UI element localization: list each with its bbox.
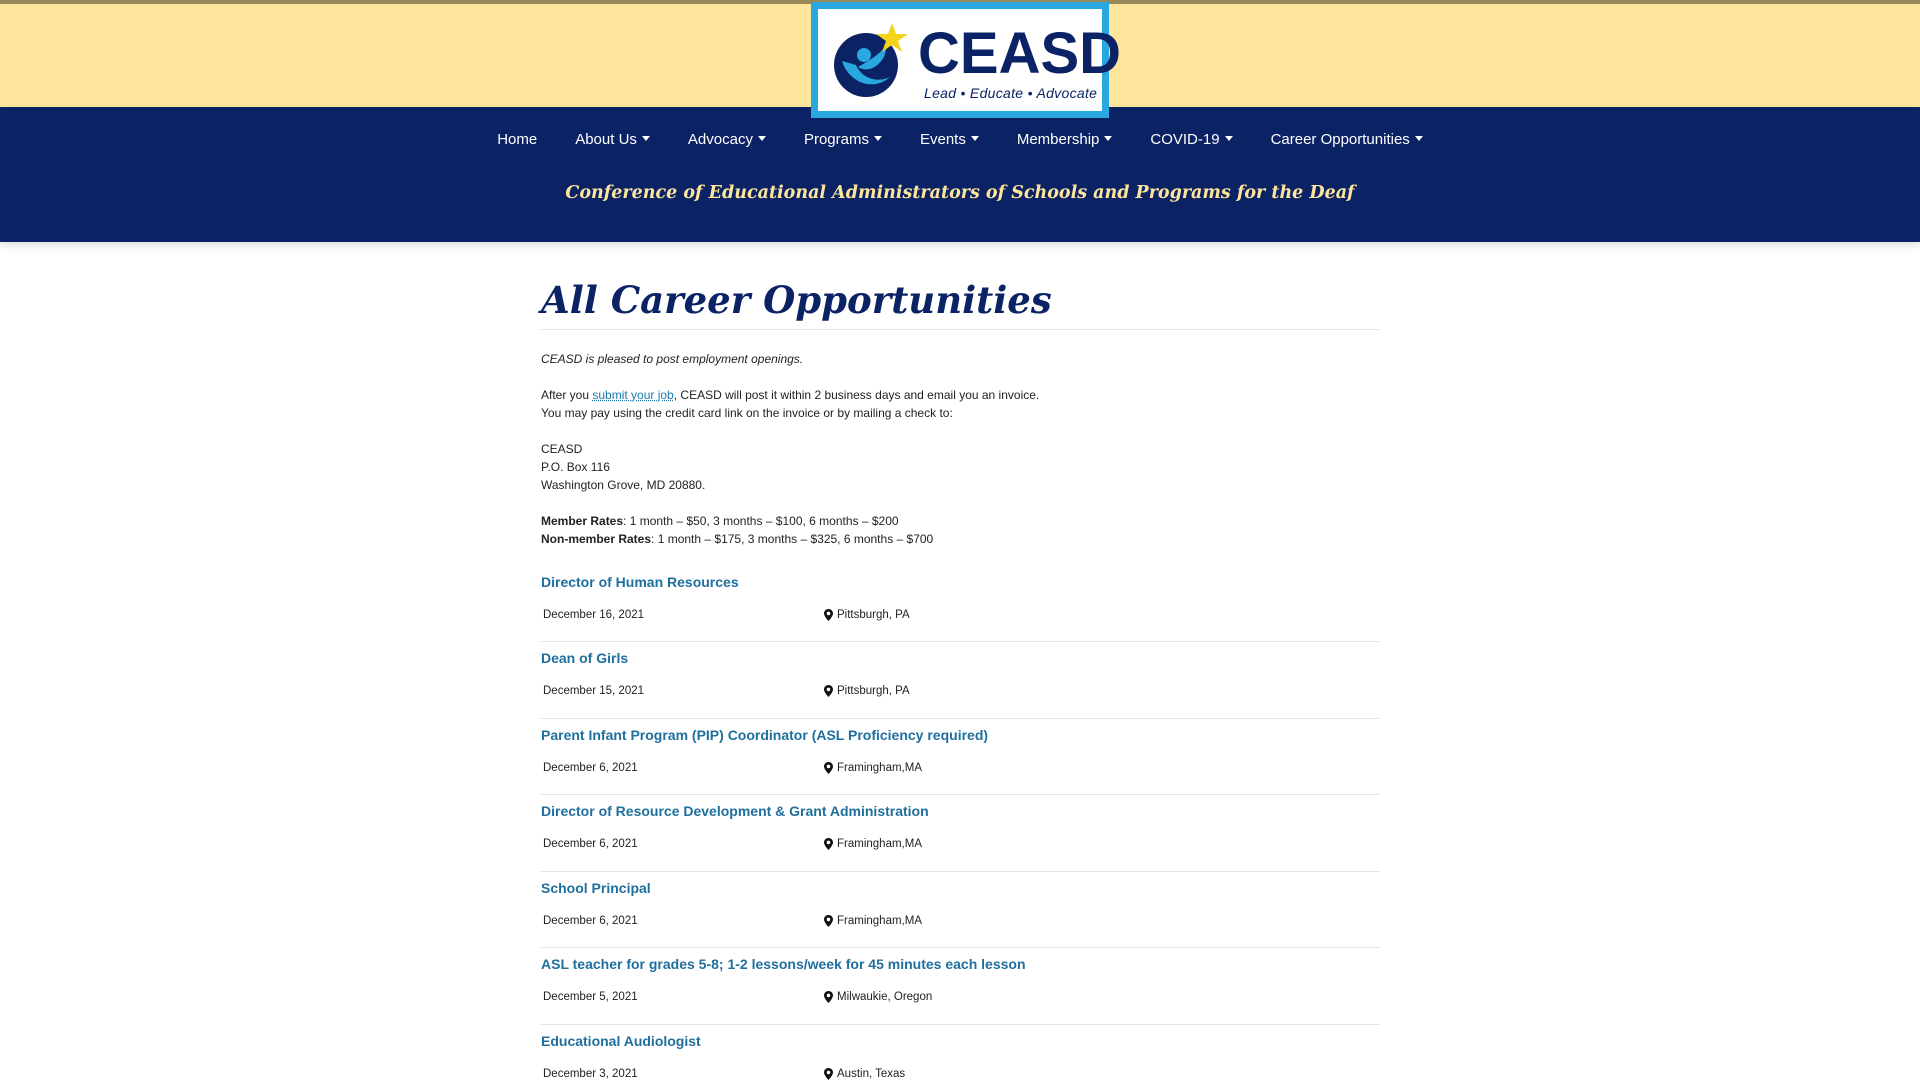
chevron-down-icon xyxy=(1225,136,1233,141)
logo-emblem-icon xyxy=(828,21,912,105)
chevron-down-icon xyxy=(642,136,650,141)
rates xyxy=(541,512,1380,548)
job-location-text: Austin, Texas xyxy=(837,1067,906,1080)
address-line: CEASD xyxy=(541,441,583,456)
job-title-link[interactable]: Director of Human Resources xyxy=(541,573,739,590)
job-location xyxy=(824,762,922,774)
address-line: Washington Grove, MD 20880. xyxy=(541,477,706,492)
job-listing xyxy=(541,566,1380,643)
job-date: December 3, 2021 xyxy=(543,1067,638,1080)
nonmember-rates-value: : 1 month – $175, 3 months – $325, 6 months – $700 xyxy=(651,531,934,546)
job-listing xyxy=(541,1025,1380,1087)
mailing-address xyxy=(541,440,1380,494)
job-date: December 6, 2021 xyxy=(543,761,638,774)
nav-career-opportunities[interactable] xyxy=(1252,131,1442,148)
job-location-text: Pittsburgh, PA xyxy=(837,685,910,698)
chevron-down-icon xyxy=(1104,136,1112,141)
nav-about-us-label: About Us xyxy=(575,131,637,148)
job-location xyxy=(824,1068,905,1080)
job-date: December 15, 2021 xyxy=(543,685,645,698)
submit-suffix: , CEASD will post it within 2 business days and email you an invoice. xyxy=(673,387,1040,402)
job-location xyxy=(824,838,922,850)
chevron-down-icon xyxy=(1415,136,1423,141)
submit-instructions xyxy=(541,386,1380,422)
nav-career-opportunities-label: Career Opportunities xyxy=(1270,131,1410,148)
submit-your-job-link[interactable]: submit your job xyxy=(592,387,674,402)
job-listing xyxy=(541,948,1380,1025)
job-date: December 6, 2021 xyxy=(543,914,638,927)
map-pin-icon xyxy=(824,685,833,697)
job-title-link[interactable]: ASL teacher for grades 5-8; 1-2 lessons/week for 45 minutes each lesson xyxy=(541,956,1026,973)
map-pin-icon xyxy=(824,1068,833,1080)
job-title-link[interactable]: Educational Audiologist xyxy=(541,1032,701,1049)
job-location-text: Framingham,MA xyxy=(837,838,922,851)
job-location xyxy=(824,609,910,621)
job-date: December 5, 2021 xyxy=(543,991,638,1004)
job-listing xyxy=(541,795,1380,872)
map-pin-icon xyxy=(824,915,833,927)
intro-text xyxy=(541,350,1380,548)
submit-prefix: After you xyxy=(541,387,593,402)
map-pin-icon xyxy=(824,609,833,621)
chevron-down-icon xyxy=(971,136,979,141)
map-pin-icon xyxy=(824,762,833,774)
job-location xyxy=(824,991,932,1003)
job-location xyxy=(824,685,910,697)
job-title-link[interactable]: Parent Infant Program (PIP) Coordinator (ASL Proficiency required) xyxy=(541,726,989,743)
job-listing xyxy=(541,642,1380,719)
address-line: P.O. Box 116 xyxy=(541,459,610,474)
job-location-text: Framingham,MA xyxy=(837,761,922,774)
member-rates-value: : 1 month – $50, 3 months – $100, 6 months – $200 xyxy=(623,513,899,528)
job-location xyxy=(824,915,922,927)
nav-home-label: Home xyxy=(497,131,538,148)
navbar xyxy=(0,107,1920,242)
nav-events-label: Events xyxy=(919,131,966,148)
job-listing xyxy=(541,719,1380,796)
job-date: December 6, 2021 xyxy=(543,838,638,851)
nav-about-us[interactable] xyxy=(556,131,669,148)
page-title: All Career Opportunities xyxy=(541,280,1380,330)
nav-covid-19-label: COVID-19 xyxy=(1150,131,1220,148)
map-pin-icon xyxy=(824,838,833,850)
job-listing xyxy=(541,872,1380,949)
nonmember-rates-label: Non-member Rates xyxy=(541,531,652,546)
job-date: December 16, 2021 xyxy=(543,608,645,621)
nav-events[interactable] xyxy=(901,131,998,148)
main-content xyxy=(541,280,1380,1087)
payment-line: You may pay using the credit card link on the invoice or by mailing a check to: xyxy=(541,405,953,420)
job-title-link[interactable]: Dean of Girls xyxy=(541,650,629,667)
nav-advocacy-label: Advocacy xyxy=(687,131,753,148)
nav-membership-label: Membership xyxy=(1016,131,1100,148)
nav-home[interactable] xyxy=(478,131,556,148)
nav-programs-label: Programs xyxy=(803,131,869,148)
chevron-down-icon xyxy=(758,136,766,141)
logo-tagline: Lead • Educate • Advocate xyxy=(924,85,1098,101)
chevron-down-icon xyxy=(874,136,882,141)
job-location-text: Framingham,MA xyxy=(837,914,922,927)
nav-membership[interactable] xyxy=(998,131,1132,148)
nav-programs[interactable] xyxy=(785,131,901,148)
member-rates-label: Member Rates xyxy=(541,513,624,528)
logo-wordmark: CEASD xyxy=(918,21,1122,86)
nav-advocacy[interactable] xyxy=(669,131,785,148)
job-list xyxy=(541,566,1380,1087)
map-pin-icon xyxy=(824,991,833,1003)
job-title-link[interactable]: Director of Resource Development & Grant Administration xyxy=(541,803,929,820)
nav-covid-19[interactable] xyxy=(1131,131,1251,148)
job-title-link[interactable]: School Principal xyxy=(541,879,651,896)
job-location-text: Milwaukie, Oregon xyxy=(837,991,933,1004)
site-logo[interactable] xyxy=(811,2,1122,118)
job-location-text: Pittsburgh, PA xyxy=(837,608,910,621)
organization-tagline: Conference of Educational Administrators of Schools and Programs for the Deaf xyxy=(565,183,1355,203)
main-nav xyxy=(0,131,1920,148)
intro-lead: CEASD is pleased to post employment openings. xyxy=(541,351,804,366)
